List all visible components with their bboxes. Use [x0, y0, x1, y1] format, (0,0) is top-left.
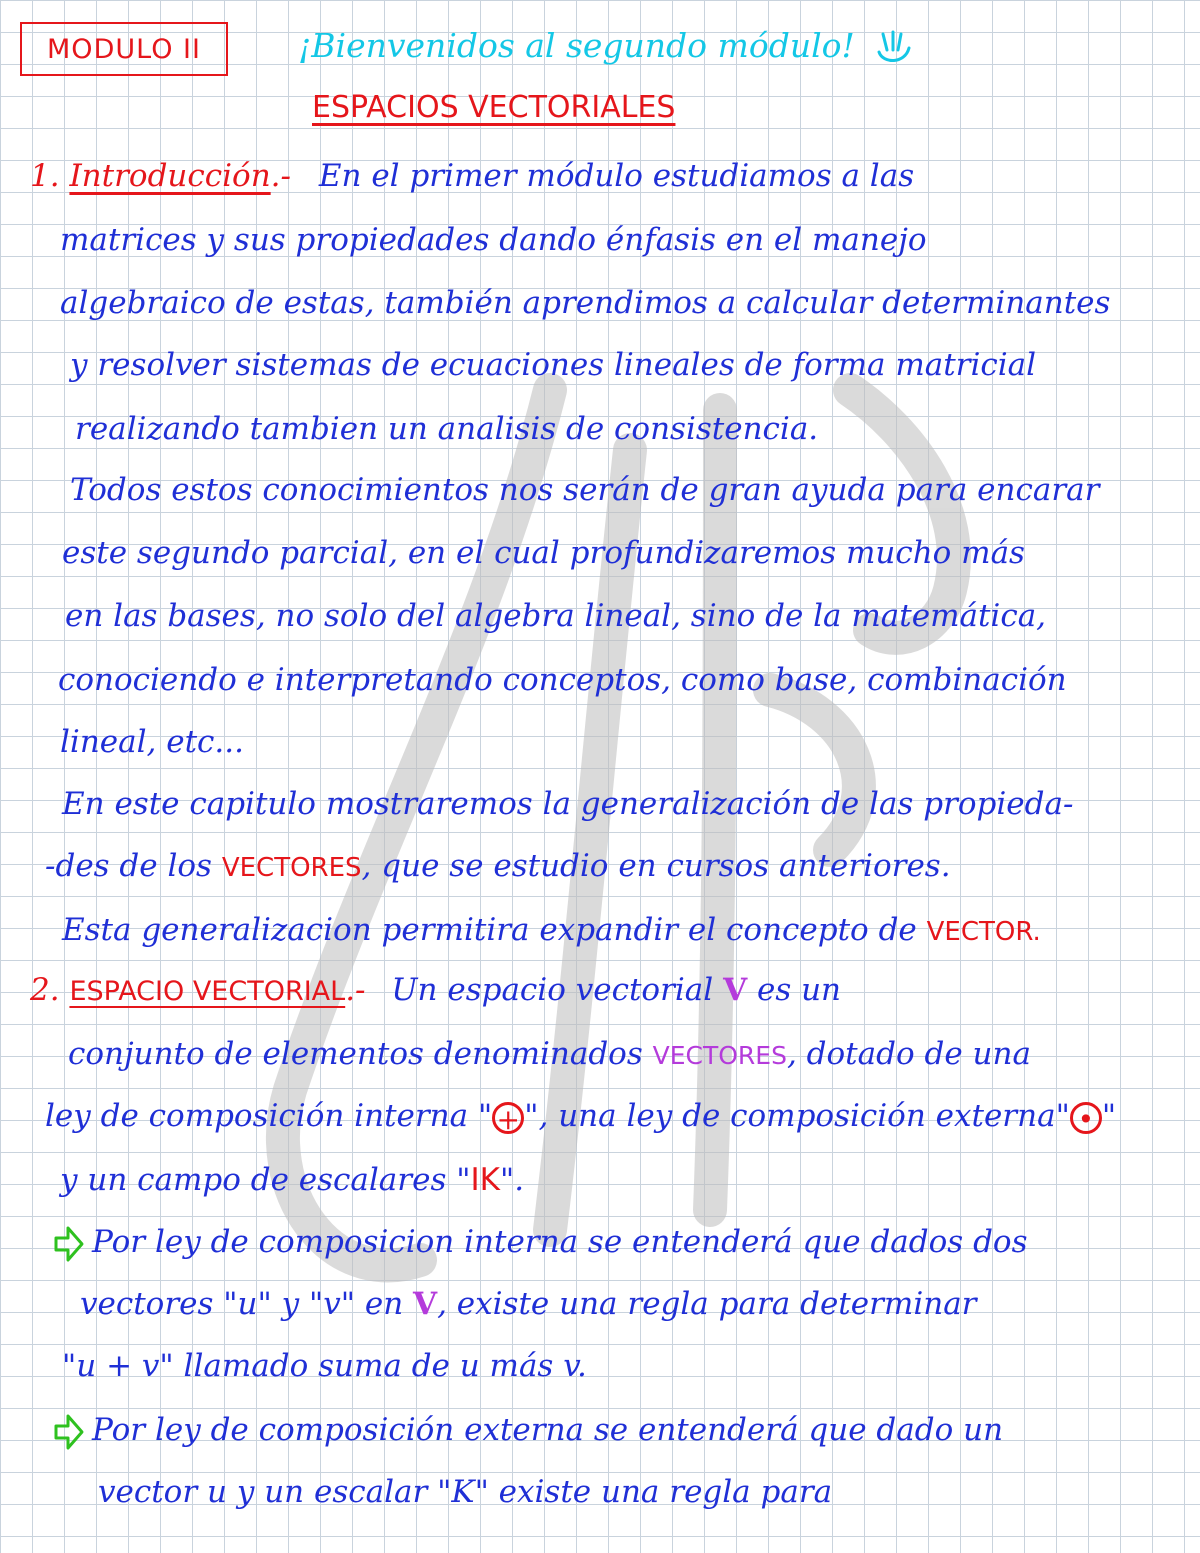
section2-line1-text: Un espacio vectorial — [391, 972, 714, 1008]
line3-mid: ", una ley de composición externa" — [524, 1098, 1070, 1134]
line4-post: ". — [499, 1162, 525, 1198]
bullet2-line-2: vector u y un escalar "K" existe una regla para — [98, 1474, 833, 1510]
section2-line1-end: es un — [756, 972, 842, 1008]
peace-hand-icon — [875, 30, 915, 66]
section2-heading-line — [30, 970, 1200, 1012]
circled-dot-icon: • — [1070, 1102, 1102, 1134]
section1-line-2: algebraico de estas, también aprendimos a calcular determinantes — [60, 285, 1111, 321]
section1-line-5: Todos estos conocimientos nos serán de gran ayuda para encarar — [70, 472, 1100, 508]
line13-text: Esta generalizacion permitira expandir el concepto de — [62, 912, 917, 948]
module-label-box — [20, 22, 228, 76]
section1-line-3: y resolver sistemas de ecuaciones lineales de forma matricial — [70, 347, 1037, 383]
section1-dash: .- — [270, 158, 292, 194]
line4-pre: y un campo de escalares " — [60, 1162, 471, 1198]
vectores-red: VECTORES — [221, 853, 362, 883]
bullet2-text-1: Por ley de composición externa se entenderá que dado un — [92, 1412, 1004, 1448]
section1-line-12 — [62, 910, 1200, 952]
bullet1-text-2-post: , existe una regla para determinar — [437, 1286, 977, 1322]
section2-heading: ESPACIO VECTORIAL — [69, 976, 346, 1007]
bullet1-line-3: "u + v" llamado suma de u más v. — [62, 1348, 587, 1384]
section2-line-3 — [45, 1096, 1200, 1136]
page-title — [312, 88, 912, 128]
section1-line-9: lineal, etc... — [60, 724, 244, 760]
vector-red: VECTOR. — [926, 917, 1041, 947]
line12-pre: -des de los — [45, 848, 212, 884]
bullet1-text-2-pre: vectores "u" y "v" en — [80, 1286, 404, 1322]
circled-plus-icon: + — [492, 1102, 524, 1134]
section1-heading: Introducción — [69, 158, 271, 194]
space-symbol-v: V — [723, 972, 748, 1008]
welcome-text: ¡Bienvenidos al segundo módulo! — [298, 26, 855, 65]
section1-line-1: matrices y sus propiedades dando énfasis en el manejo — [60, 222, 927, 258]
section1-line-6: este segundo parcial, en el cual profundizaremos mucho más — [62, 535, 1025, 571]
bullet1-text-1: Por ley de composicion interna se entenderá que dados dos — [92, 1224, 1028, 1260]
line2-pre: conjunto de elementos denominados — [68, 1036, 643, 1072]
green-arrow-icon — [52, 1412, 86, 1452]
page-title-text: ESPACIOS VECTORIALES — [312, 90, 676, 125]
bullet1-line-2 — [80, 1284, 1200, 1324]
section1-line-11 — [45, 846, 1200, 888]
field-symbol-k: IK — [470, 1162, 500, 1198]
section2-dash: .- — [345, 972, 366, 1008]
line3-pre: ley de composición interna " — [45, 1098, 493, 1134]
section1-line-8: conociendo e interpretando conceptos, como base, combinación — [58, 662, 1067, 698]
section1-heading-line — [30, 156, 1200, 196]
section1-line-4: realizando tambien un analisis de consistencia. — [75, 411, 819, 447]
section1-number: 1. — [30, 158, 60, 194]
welcome-line — [298, 26, 998, 66]
section1-line-7: en las bases, no solo del algebra lineal, sino de la matemática, — [65, 598, 1047, 634]
space-symbol-v-2: V — [413, 1286, 438, 1322]
module-label: MODULO II — [47, 33, 201, 65]
line3-end: " — [1101, 1098, 1117, 1134]
line12-post: , que se estudio en cursos anteriores. — [361, 848, 951, 884]
section1-line-0: En el primer módulo estudiamos a las — [318, 158, 915, 194]
section1-line-10: En este capitulo mostraremos la generalización de las propieda- — [62, 786, 1074, 822]
green-arrow-icon — [52, 1224, 86, 1264]
bullet2-line-1 — [52, 1410, 1200, 1452]
bullet1-line-1 — [52, 1222, 1200, 1264]
section2-line-4 — [60, 1160, 1200, 1200]
line2-post: , dotado de una — [786, 1036, 1031, 1072]
section2-line-2 — [68, 1034, 1200, 1076]
section2-number: 2. — [30, 972, 60, 1008]
vectores-purple: VECTORES — [652, 1041, 787, 1070]
